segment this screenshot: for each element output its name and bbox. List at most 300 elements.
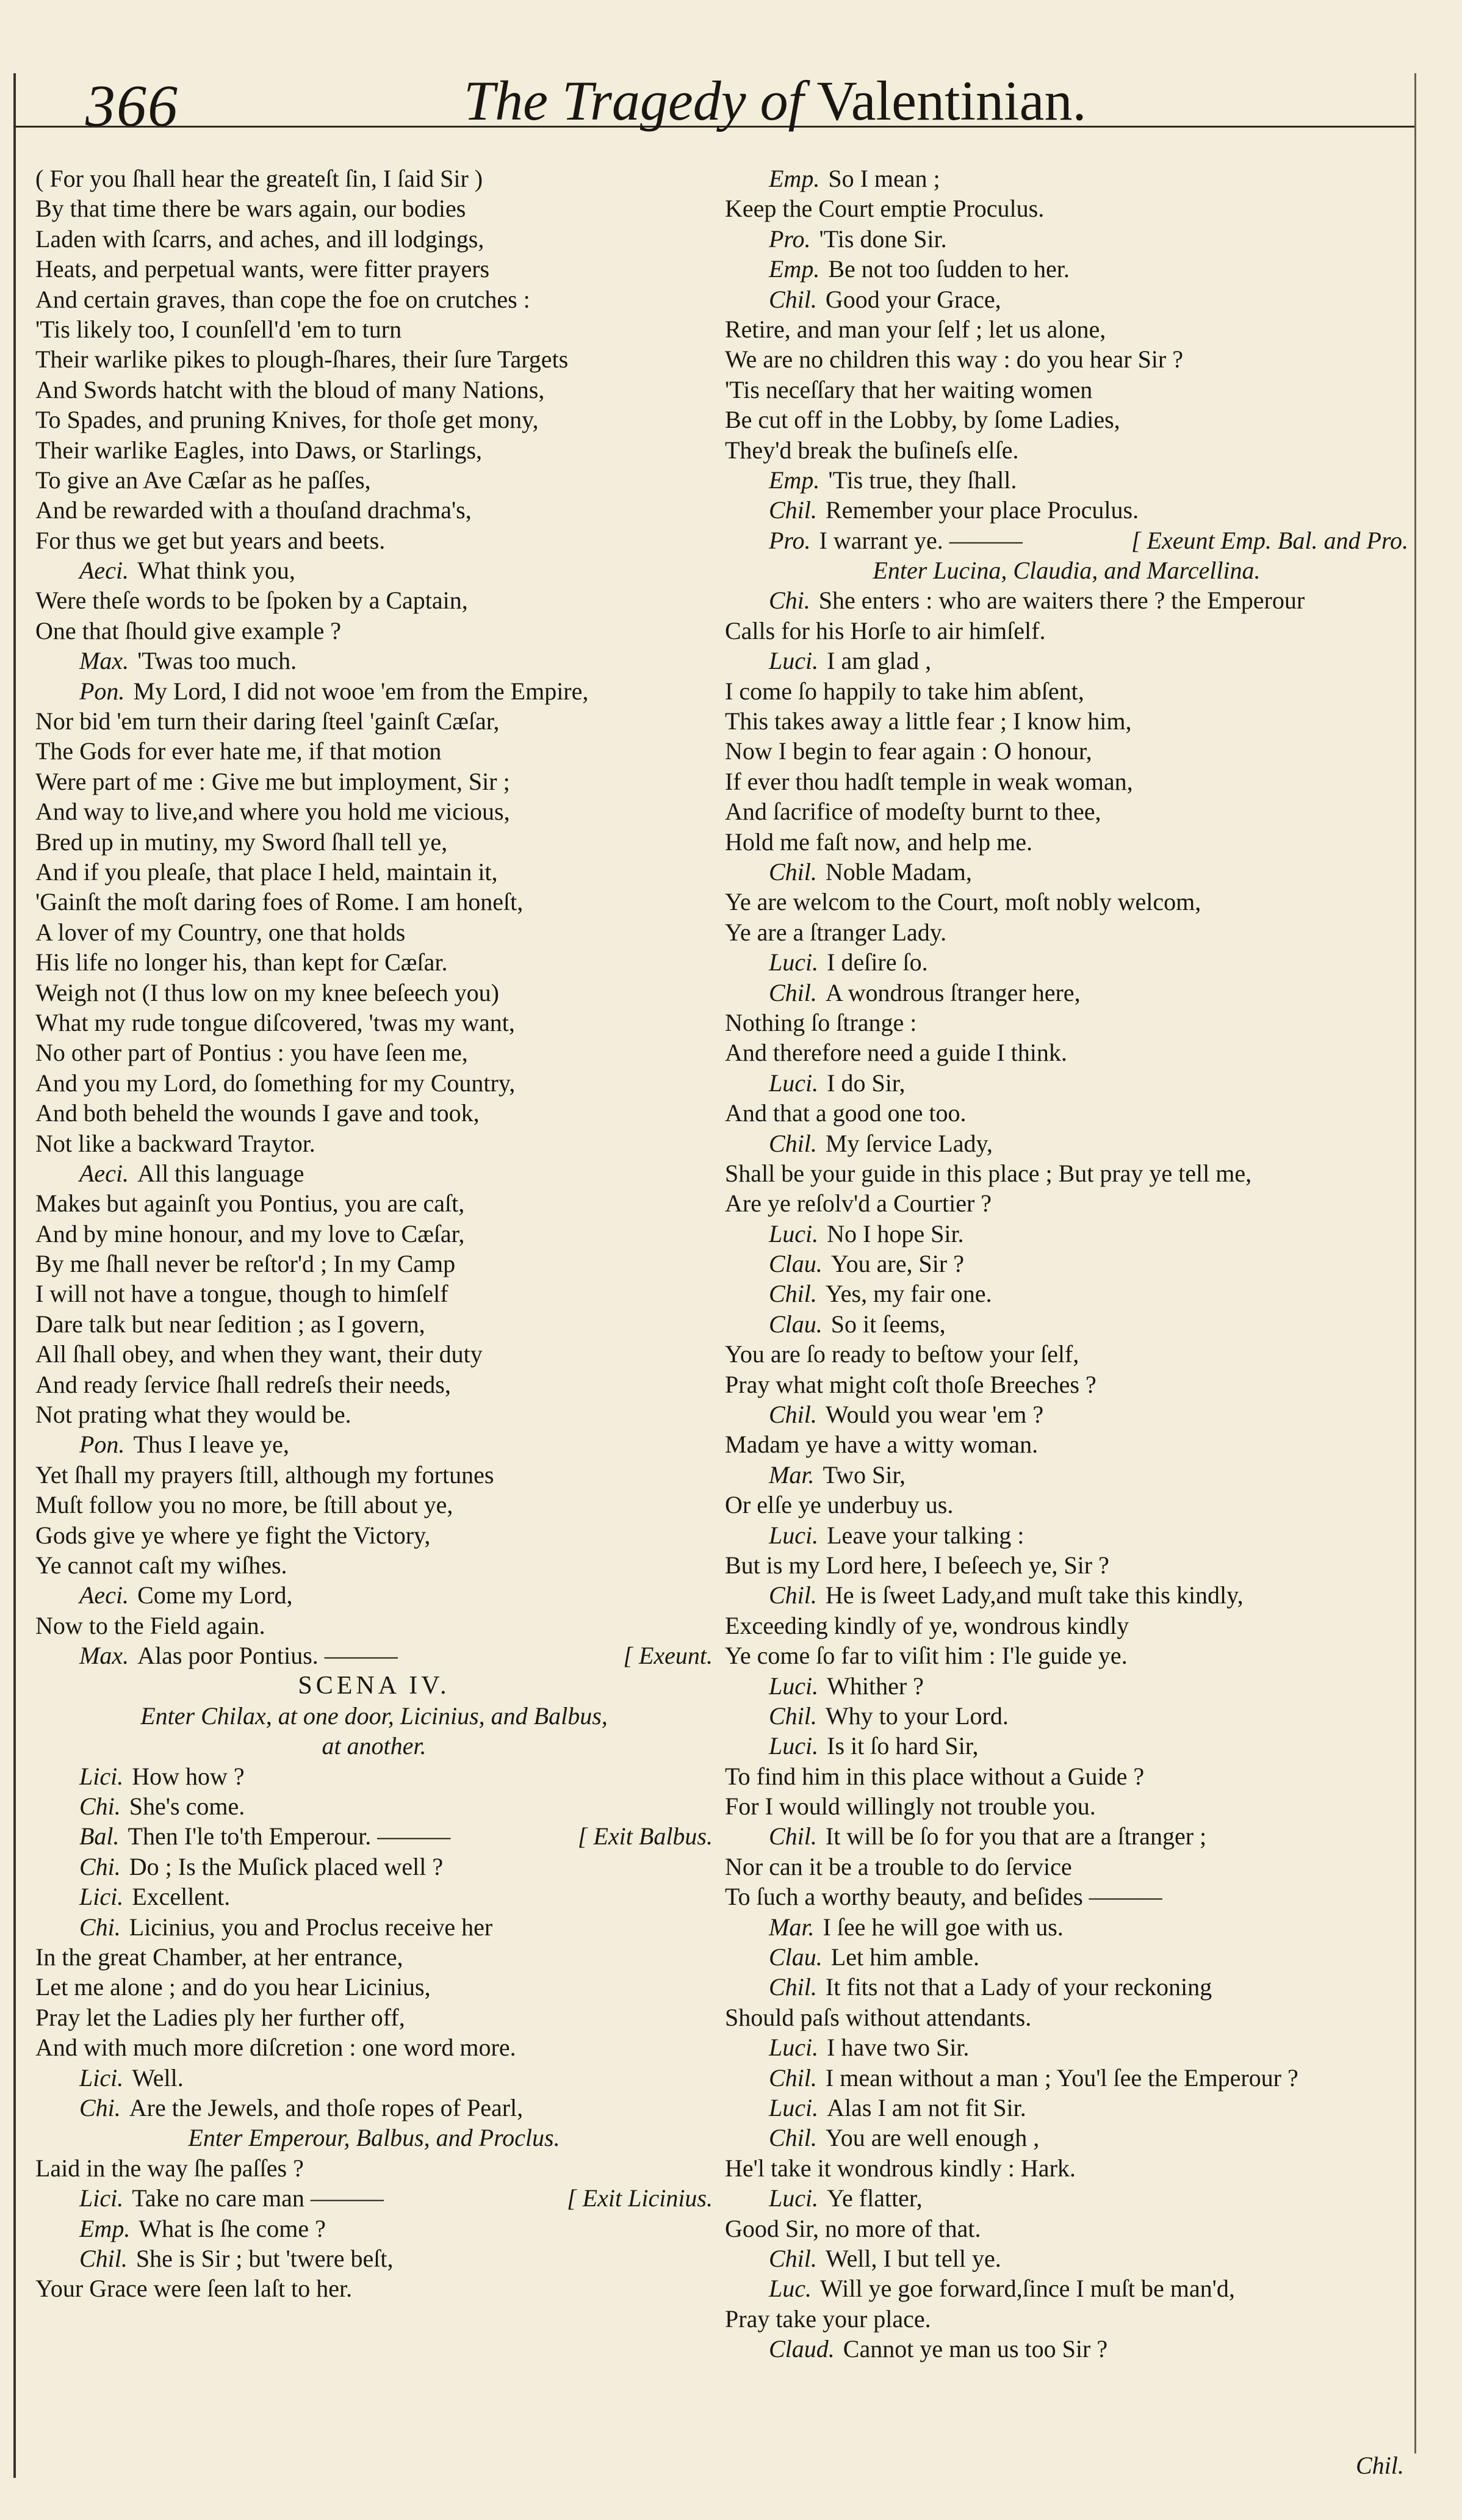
text-line [35,375,713,405]
text-line [725,1942,1408,1972]
text-line [725,676,1408,706]
line-text: My ſervice Lady, [825,1129,993,1157]
speaker-name: Luci. [769,1219,819,1247]
line-text: It will be ſo for you that are a ſtranger ; [825,1822,1207,1850]
text-line [35,1279,713,1309]
text-line [725,1128,1408,1158]
line-text: In the great Chamber, at her entrance, [35,1943,403,1971]
text-line [35,1942,713,1972]
speaker-name: Chil. [769,857,817,886]
line-text: Noble Madam, [825,857,972,886]
line-text: How how ? [132,1762,245,1790]
speaker-name: Lici. [79,2063,124,2092]
line-text: It fits not that a Lady of your reckoning [825,1973,1212,2001]
text-line [35,827,713,857]
text-line [35,1309,713,1339]
speaker-name: Chil. [769,2124,817,2152]
text-line [725,857,1408,887]
text-line [725,2273,1408,2303]
speaker-name: Chil. [769,1822,817,1850]
text-line [35,1882,713,1912]
text-line [35,1158,713,1188]
line-text: So it ſeems, [830,1310,946,1338]
stage-direction: [ Exit Licinius. [567,2184,713,2212]
text-line [725,1641,1408,1670]
speaker-name: Aeci. [79,1581,129,1609]
speaker-name: Chi. [79,2094,121,2121]
text-line [725,887,1408,917]
text-line [35,1370,713,1399]
text-line [725,616,1408,646]
text-line [35,344,713,374]
text-line [35,1611,713,1641]
text-line [725,827,1408,857]
line-text: You are well enough , [825,2124,1040,2152]
line-text: Thus I leave ye, [133,1431,289,1459]
line-text: Will ye goe forward,ſince I muſt be man'd, [820,2275,1235,2303]
text-line [35,1339,713,1369]
text-line [35,1550,713,1580]
line-text: SCENA IV. [298,1671,450,1700]
text-line [725,435,1408,465]
line-text: Be cut off in the Lobby, by ſome Ladies, [725,406,1120,434]
text-line [35,646,713,676]
running-title [464,68,1269,133]
line-text: Alas I am not fit Sir. [827,2094,1026,2121]
line-text: He'l take it wondrous kindly : Hark. [725,2154,1076,2182]
text-line [35,1460,713,1490]
line-text: To find him in this place without a Guide ? [725,1762,1145,1790]
title-word-of: of [760,70,804,132]
text-line [725,2153,1408,2183]
speaker-name: Pro. [769,225,811,253]
speaker-name: Aeci. [79,557,129,585]
text-line [725,525,1408,555]
speaker-name: Bal. [79,1822,120,1850]
text-line [35,254,713,284]
line-text: Their warlike pikes to plough-ſhares, their ſure Targets [35,345,569,374]
line-text: I mean without a man ; You'l ſee the Emperour ? [825,2063,1298,2092]
text-line [725,1399,1408,1429]
line-text: Shall be your guide in this place ; But pray ye tell me, [725,1159,1252,1187]
line-text: Remember your place Proculus. [825,496,1139,524]
line-text: Madam ye have a witty woman. [725,1431,1039,1459]
text-line [725,1490,1408,1520]
speaker-name: Pon. [79,677,125,705]
line-text: Nothing ſo ſtrange : [725,1008,917,1036]
text-line [725,1912,1408,1942]
text-line [725,344,1408,374]
line-text: Dare talk but near ſedition ; as I govern, [35,1310,425,1338]
text-line [725,1249,1408,1279]
line-text: Should paſs without attendants. [725,2003,1032,2031]
text-line [35,1098,713,1128]
page-number: 366 [85,73,179,139]
speaker-name: Chil. [769,2063,817,2092]
text-line [35,585,713,615]
line-text: Licinius, you and Proclus receive her [129,1913,493,1941]
line-text: I ſee he will goe with us. [823,1913,1064,1941]
line-text: Whither ? [827,1672,924,1700]
stage-direction: [ Exeunt Emp. Bal. and Pro. [1131,526,1408,554]
text-line [725,1972,1408,2002]
line-text: Alas poor Pontius. ——— [137,1642,398,1670]
line-text: You are, Sir ? [830,1250,964,1278]
text-line [725,706,1408,736]
text-line [725,585,1408,615]
speaker-name: Luci. [769,1521,819,1549]
text-line [35,796,713,826]
speaker-name: Mar. [769,1913,815,1941]
left-text-column [35,164,713,2304]
line-text: Ye are welcom to the Court, moſt nobly welcom, [725,888,1201,916]
text-line [725,2214,1408,2244]
text-line [35,1038,713,1067]
text-line [35,1791,713,1821]
line-text: And therefore need a guide I think. [725,1039,1067,1067]
text-line [725,1852,1408,1882]
text-line [725,314,1408,344]
line-text: To Spades, and pruning Knives, for thoſe get mony, [35,406,539,434]
speaker-name: Chil. [769,285,817,313]
text-line [35,495,713,525]
speaker-name: Emp. [769,255,820,283]
text-line [725,405,1408,435]
stage-direction: [ Exit Balbus. [577,1822,713,1850]
speaker-name: Chi. [769,587,810,615]
line-text: And with much more diſcretion : one word more. [35,2034,516,2062]
line-text: Or elſe ye underbuy us. [725,1491,954,1519]
text-line [725,1339,1408,1369]
line-text: Ye are a ſtranger Lady. [725,918,947,946]
text-line [35,1761,713,1791]
line-text: This takes away a little fear ; I know him, [725,707,1132,735]
text-line [35,1399,713,1429]
speaker-name: Chi. [79,1852,121,1880]
line-text: Be not too ſudden to her. [828,255,1070,283]
line-text: Two Sir, [823,1460,906,1489]
text-line [725,164,1408,193]
text-line [35,2244,713,2273]
text-line [725,1279,1408,1309]
right-text-column [725,164,1408,2364]
line-text: Enter Chilax, at one door, Licinius, and Balbus, [140,1702,608,1730]
text-line [35,2214,713,2244]
line-text: Excellent. [132,1883,231,1911]
line-text: Laden with ſcarrs, and aches, and ill lodgings, [35,225,484,253]
line-text: Come my Lord, [137,1581,293,1609]
line-text: Let me alone ; and do you hear Licinius, [35,1973,431,2001]
text-line [35,1128,713,1158]
text-line [725,796,1408,826]
text-line [35,555,713,585]
line-text: Ye come ſo far to viſit him : I'le guide ye. [725,1642,1128,1670]
line-text: Well, I but tell ye. [825,2244,1001,2272]
speaker-name: Luci. [769,1732,819,1760]
line-text: 'Gainſt the moſt daring foes of Rome. I am honeſt, [35,888,524,916]
text-line [35,1429,713,1459]
line-text: My Lord, I did not wooe 'em from the Empire, [133,677,589,705]
line-text: Muſt follow you no more, be ſtill about ye, [35,1491,453,1519]
text-line [725,2244,1408,2273]
text-line [35,917,713,947]
line-text: Why to your Lord. [825,1702,1009,1730]
text-line [35,405,713,435]
text-line [35,314,713,344]
right-border-rule [1414,73,1416,2453]
speaker-name: Lici. [79,1883,124,1911]
text-line [35,706,713,736]
line-text: Good your Grace, [825,285,1001,313]
line-text: What my rude tongue diſcovered, 'twas my want, [35,1008,515,1036]
text-line [725,1038,1408,1067]
text-line [35,2153,713,2183]
line-text: Now to the Field again. [35,1611,265,1639]
speaker-name: Luci. [769,2094,819,2121]
text-line [725,284,1408,314]
line-text: But is my Lord here, I beſeech ye, Sir ? [725,1551,1109,1579]
speaker-name: Luci. [769,2034,819,2062]
line-text: To ſuch a worthy beauty, and beſides ——— [725,1883,1162,1911]
speaker-name: Max. [79,1642,129,1670]
speaker-name: Chi. [79,1793,121,1821]
text-line [725,1309,1408,1339]
line-text: No I hope Sir. [827,1219,964,1247]
line-text: And certain graves, than cope the foe on crutches : [35,285,530,313]
line-text: Makes but againſt you Pontius, you are caſt, [35,1190,465,1218]
left-border-rule [13,73,16,2478]
line-text: Not prating what they would be. [35,1401,351,1429]
line-text: Their warlike Eagles, into Daws, or Starlings, [35,436,483,464]
line-text: And by mine honour, and my love to Cæſar, [35,1219,465,1247]
speaker-name: Chil. [769,496,817,524]
text-line [35,1912,713,1942]
line-text: Then I'le to'th Emperour. ——— [128,1822,451,1850]
text-line [725,224,1408,254]
line-text: Hold me faſt now, and help me. [725,828,1032,856]
text-line [725,1550,1408,1580]
text-line [35,1821,713,1851]
text-line [35,525,713,555]
text-line [725,1429,1408,1459]
speaker-name: Pon. [79,1431,125,1459]
line-text: at another. [322,1732,427,1760]
line-text: Keep the Court emptie Proculus. [725,195,1045,223]
speaker-name: Luci. [769,948,819,977]
text-line [725,2093,1408,2123]
speaker-name: Lici. [79,1762,124,1790]
text-line [35,1490,713,1520]
text-line [725,2032,1408,2062]
speaker-name: Max. [79,647,129,675]
line-text: Exceeding kindly of ye, wondrous kindly [725,1611,1129,1639]
speaker-name: Emp. [769,165,820,192]
line-text: I come ſo happily to take him abſent, [725,677,1084,705]
line-text: She is Sir ; but 'twere beſt, [135,2244,394,2272]
line-text: Well. [132,2063,184,2092]
speaker-name: Clau. [769,1250,823,1278]
text-line [725,2183,1408,2213]
text-line [725,1611,1408,1641]
line-text: Ye cannot caſt my wiſhes. [35,1551,287,1579]
speaker-name: Chil. [769,1702,817,1730]
line-text: And if you pleaſe, that place I held, maintain it, [35,857,498,886]
line-text: Were part of me : Give me but imployment, Sir ; [35,767,510,795]
line-text: For I would willingly not trouble you. [725,1793,1096,1821]
text-line [725,555,1408,585]
speaker-name: Emp. [79,2214,131,2242]
text-line [35,284,713,314]
text-line [35,2123,713,2153]
line-text: Let him amble. [830,1943,980,1971]
line-text: 'Twas too much. [137,647,297,675]
line-text: And ready ſervice ſhall redreſs their needs, [35,1370,451,1398]
speaker-name: Chi. [79,1913,121,1941]
speaker-name: Clau. [769,1310,823,1338]
line-text: Heats, and perpetual wants, were fitter prayers [35,255,490,283]
text-line [35,435,713,465]
line-text: 'Tis likely too, I counſell'd 'em to turn [35,315,402,343]
text-line [35,224,713,254]
line-text: All ſhall obey, and when they want, their duty [35,1340,483,1368]
line-text: And be rewarded with a thouſand drachma's, [35,496,472,524]
line-text: And way to live,and where you hold me vicious, [35,798,510,826]
catchword: Chil. [1356,2452,1404,2479]
text-line [35,2273,713,2303]
line-text: I have two Sir. [827,2034,970,2062]
text-line [725,1460,1408,1490]
line-text: Enter Lucina, Claudia, and Marcellina. [873,557,1261,585]
text-line [725,1520,1408,1550]
line-text: Retire, and man your ſelf ; let us alone, [725,315,1106,343]
line-text: If ever thou hadſt temple in weak woman, [725,767,1133,795]
text-line [35,1580,713,1610]
text-line [725,1008,1408,1038]
line-text: Cannot ye man us too Sir ? [843,2335,1108,2363]
speaker-name: Chil. [769,978,817,1006]
line-text: Were theſe words to be ſpoken by a Captain, [35,587,468,615]
line-text: For thus we get but years and beets. [35,526,386,554]
line-text: Is it ſo hard Sir, [827,1732,979,1760]
text-line [725,1370,1408,1399]
text-line [35,2093,713,2123]
text-line [725,465,1408,495]
text-line [35,616,713,646]
line-text: So I mean ; [828,165,940,192]
text-line [35,2032,713,2062]
line-text: Would you wear 'em ? [825,1401,1044,1429]
text-line [35,857,713,887]
text-line [35,1852,713,1882]
speaker-name: Luci. [769,647,819,675]
text-line [725,375,1408,405]
line-text: Enter Emperour, Balbus, and Proclus. [188,2124,560,2152]
text-line [35,1219,713,1249]
text-line [725,1761,1408,1791]
speaker-name: Chil. [79,2244,128,2272]
speaker-name: Luci. [769,1069,819,1097]
speaker-name: Aeci. [79,1159,129,1187]
speaker-name: Luc. [769,2275,812,2303]
line-text: Nor can it be a trouble to do ſervice [725,1852,1072,1880]
line-text: By that time there be wars again, our bodies [35,195,466,223]
line-text: And Swords hatcht with the bloud of many Nations, [35,375,545,403]
text-line [35,767,713,796]
line-text: His life no longer his, than kept for Cæſar. [35,948,448,977]
speaker-name: Chil. [769,2244,817,2272]
text-line [725,1821,1408,1851]
text-line [725,2063,1408,2093]
text-line [35,1520,713,1550]
text-line [35,2183,713,2213]
text-line [725,193,1408,223]
speaker-name: Chil. [769,1581,817,1609]
line-text: Leave your talking : [827,1521,1024,1549]
line-text: Are ye reſolv'd a Courtier ? [725,1190,992,1218]
text-line [725,1188,1408,1218]
line-text: A wondrous ſtranger here, [825,978,1081,1006]
line-text: Yes, my fair one. [825,1280,992,1308]
text-line [35,1701,713,1731]
text-line [35,465,713,495]
line-text: Your Grace were ſeen laſt to her. [35,2275,353,2303]
line-text: Bred up in mutiny, my Sword ſhall tell ye, [35,828,448,856]
text-line [725,1158,1408,1188]
text-line [725,2002,1408,2032]
text-line [725,2304,1408,2334]
speaker-name: Luci. [769,2184,819,2212]
text-line [35,947,713,977]
line-text: What is ſhe come ? [139,2214,326,2242]
text-line [725,1098,1408,1128]
line-text: 'Tis done Sir. [819,225,947,253]
text-line [35,978,713,1008]
line-text: I deſire ſo. [827,948,928,977]
text-line [725,1580,1408,1610]
text-line [725,1701,1408,1731]
text-line [725,978,1408,1008]
line-text: I warrant ye. ——— [819,526,1023,554]
line-text: And you my Lord, do ſomething for my Country, [35,1069,516,1097]
line-text: She's come. [129,1793,245,1821]
text-line [725,1882,1408,1912]
text-line [725,1731,1408,1761]
text-line [725,917,1408,947]
text-line [35,1249,713,1279]
line-text: Now I begin to fear again : O honour, [725,737,1092,765]
line-text: Good Sir, no more of that. [725,2214,981,2242]
text-line [725,736,1408,766]
speaker-name: Pro. [769,526,811,554]
text-line [35,736,713,766]
line-text: And ſacrifice of modeſty burnt to thee, [725,798,1101,826]
line-text: Pray take your place. [725,2305,931,2333]
line-text: And that a good one too. [725,1099,967,1127]
line-text: By me ſhall never be reſtor'd ; In my Camp [35,1250,456,1278]
line-text: Nor bid 'em turn their daring ſteel 'gainſt Cæſar, [35,707,500,735]
line-text: Calls for his Horſe to air himſelf. [725,616,1046,644]
text-line [35,164,713,193]
line-text: Not like a backward Traytor. [35,1129,315,1157]
line-text: One that ſhould give example ? [35,616,341,644]
line-text: Are the Jewels, and thoſe ropes of Pearl, [129,2094,524,2121]
line-text: Pray what might coſt thoſe Breeches ? [725,1370,1096,1398]
text-line [725,2123,1408,2153]
text-line [725,254,1408,284]
title-word-tragedy: Tragedy [562,70,746,132]
speaker-name: Chil. [769,1129,817,1157]
line-text: Gods give ye where ye fight the Victory, [35,1521,431,1549]
